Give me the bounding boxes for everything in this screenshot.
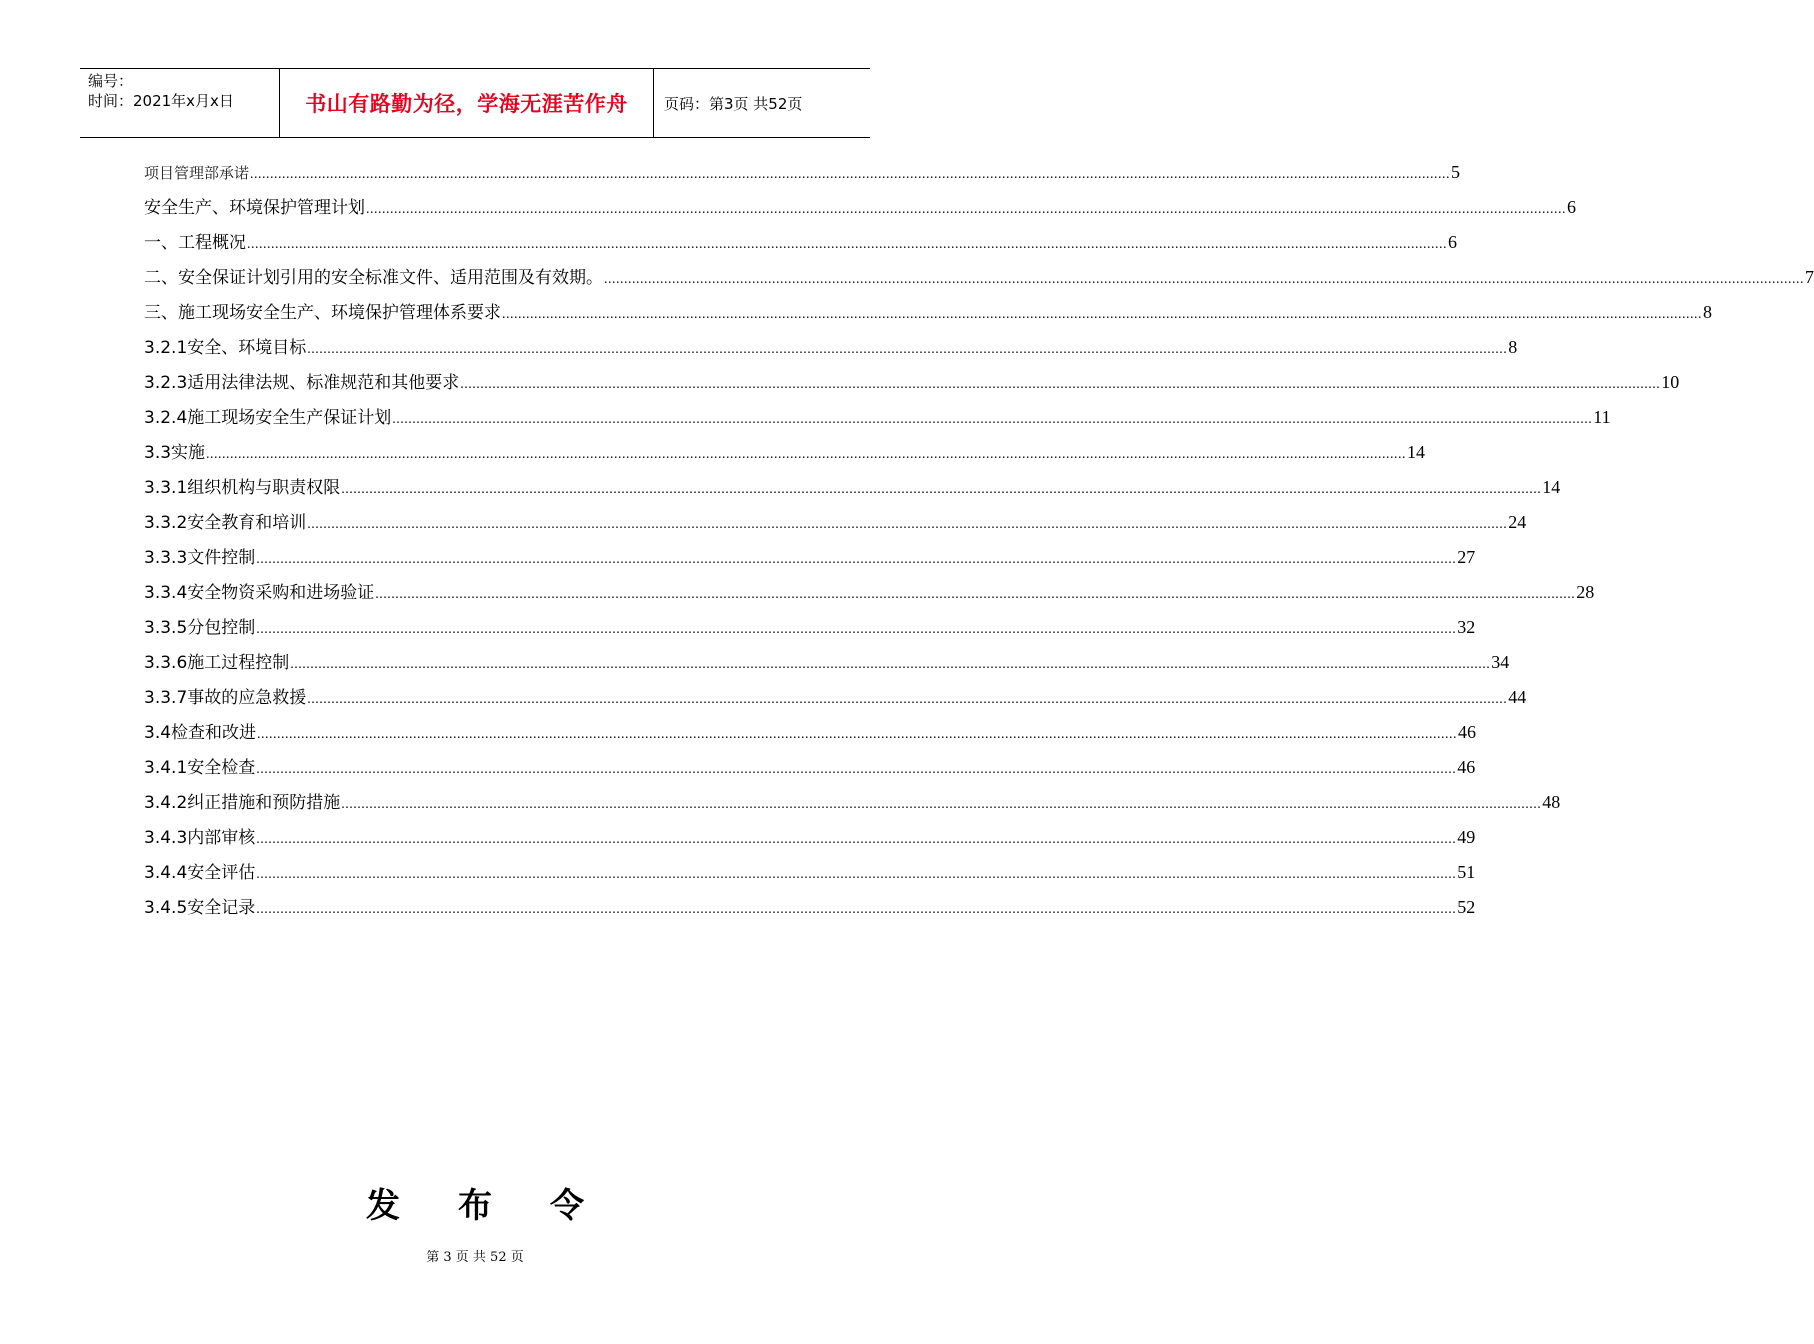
toc-entry-page: 27 [1457,547,1476,567]
toc-entry[interactable] [144,750,1476,785]
toc-entry-label: 3.3.1组织机构与职责权限 [144,478,341,498]
toc-entry-label: 3.2.4施工现场安全生产保证计划 [144,408,392,428]
toc-entry-label: 3.2.1安全、环境目标 [144,338,307,358]
toc-entry-page: 7 [1805,267,1814,287]
toc-entry-label: 一、工程概况 [144,233,246,253]
toc-leader-dots: ............................................................................................................................................................................................................................................................................................................ [366,202,1566,217]
toc-entry-label: 3.3.5分包控制 [144,618,256,638]
toc-entry[interactable] [144,645,1510,680]
toc-entry[interactable] [144,470,1561,505]
toc-entry-label: 3.4.5安全记录 [144,898,256,918]
toc-entry-page: 5 [1451,162,1461,182]
toc-entry-page: 8 [1703,302,1712,322]
toc-entry-page: 49 [1457,827,1476,847]
toc-entry[interactable] [144,575,1595,610]
header-motto: 书山有路勤为径，学海无涯苦作舟 [280,69,654,137]
toc-entry-page: 10 [1661,372,1680,392]
toc-entry[interactable] [144,155,1461,190]
toc-entry[interactable] [144,190,1576,225]
toc-entry-label: 安全生产、环境保护管理计划 [144,198,365,218]
toc-entry-page: 8 [1508,337,1518,357]
toc-entry-label: 3.2.3适用法律法规、标准规范和其他要求 [144,373,460,393]
toc-entry-page: 44 [1508,687,1527,707]
toc-leader-dots: ............................................................................................................................................................................................................................................................................................................ [392,412,1593,427]
table-of-contents [144,155,1814,925]
toc-entry[interactable] [144,400,1611,435]
toc-entry-page: 48 [1542,792,1561,812]
toc-entry-page: 28 [1576,582,1595,602]
page-header [80,68,870,138]
toc-leader-dots: ............................................................................................................................................................................................................................................................................................................ [256,902,1457,917]
toc-entry-label: 3.3.6施工过程控制 [144,653,290,673]
toc-entry-page: 24 [1508,512,1527,532]
toc-entry-page: 51 [1457,862,1476,882]
toc-entry[interactable] [144,715,1477,750]
toc-entry[interactable] [144,540,1476,575]
toc-leader-dots: ............................................................................................................................................................................................................................................................................................................ [604,272,1804,287]
toc-leader-dots: ............................................................................................................................................................................................................................................................................................................ [502,307,1702,322]
toc-leader-dots: ............................................................................................................................................................................................................................................................................................................ [256,552,1457,567]
toc-entry-label: 三、施工现场安全生产、环境保护管理体系要求 [144,303,501,323]
toc-entry-page: 6 [1567,197,1576,217]
toc-entry[interactable] [144,330,1518,365]
page-footer: 第 3 页 共 52 页 [426,1250,524,1265]
toc-entry-label: 3.4.4安全评估 [144,863,256,883]
toc-entry-page: 14 [1407,442,1426,462]
toc-entry[interactable] [144,610,1476,645]
toc-entry-page: 14 [1542,477,1561,497]
toc-entry[interactable] [144,505,1527,540]
toc-leader-dots: ............................................................................................................................................................................................................................................................................................................ [307,692,1508,707]
toc-entry-label: 3.4.3内部审核 [144,828,256,848]
toc-entry-label: 3.4.1安全检查 [144,758,256,778]
toc-entry-page: 52 [1457,897,1476,917]
toc-entry-page: 46 [1457,757,1476,777]
decree-title: 发布令 [366,1186,642,1226]
toc-entry-page: 6 [1448,232,1457,252]
toc-leader-dots: ............................................................................................................................................................................................................................................................................................................ [256,622,1457,637]
toc-entry-label: 3.4.2纠正措施和预防措施 [144,793,341,813]
toc-entry-label: 3.3.2安全教育和培训 [144,513,307,533]
toc-leader-dots: ............................................................................................................................................................................................................................................................................................................ [256,867,1457,882]
toc-entry-label: 3.3.3文件控制 [144,548,256,568]
toc-leader-dots: ............................................................................................................................................................................................................................................................................................................ [375,587,1576,602]
toc-leader-dots: ............................................................................................................................................................................................................................................................................................................ [307,342,1508,357]
toc-entry[interactable] [144,365,1680,400]
toc-leader-dots: ............................................................................................................................................................................................................................................................................................................ [341,482,1542,497]
toc-entry[interactable] [144,260,1814,295]
toc-entry[interactable] [144,680,1527,715]
toc-entry[interactable] [144,225,1457,260]
toc-leader-dots: ............................................................................................................................................................................................................................................................................................................ [250,167,1451,182]
toc-leader-dots: ............................................................................................................................................................................................................................................................................................................ [290,657,1491,672]
header-page-info: 页码：第3页 共52页 [664,94,803,113]
document-number-label: 编号： [88,72,134,90]
document-time-label: 时间：2021年x月x日 [88,92,234,110]
toc-entry[interactable] [144,295,1712,330]
toc-entry[interactable] [144,855,1476,890]
toc-entry[interactable] [144,820,1476,855]
toc-entry-page: 11 [1593,407,1611,427]
toc-entry[interactable] [144,435,1426,470]
header-meta [80,69,280,137]
toc-leader-dots: ............................................................................................................................................................................................................................................................................................................ [257,727,1458,742]
toc-leader-dots: ............................................................................................................................................................................................................................................................................................................ [256,762,1457,777]
toc-entry[interactable] [144,890,1476,925]
toc-entry-label: 二、安全保证计划引用的安全标准文件、适用范围及有效期。 [144,268,603,288]
toc-entry-label: 项目管理部承诺 [144,164,250,182]
toc-entry-label: 3.3实施 [144,443,206,463]
toc-leader-dots: ............................................................................................................................................................................................................................................................................................................ [307,517,1508,532]
toc-leader-dots: ............................................................................................................................................................................................................................................................................................................ [256,832,1457,847]
toc-entry[interactable] [144,785,1561,820]
toc-leader-dots: ............................................................................................................................................................................................................................................................................................................ [247,237,1447,252]
toc-entry-page: 34 [1491,652,1510,672]
toc-entry-label: 3.4检查和改进 [144,723,257,743]
toc-entry-label: 3.3.4安全物资采购和进场验证 [144,583,375,603]
toc-leader-dots: ............................................................................................................................................................................................................................................................................................................ [460,377,1661,392]
toc-leader-dots: ............................................................................................................................................................................................................................................................................................................ [341,797,1542,812]
toc-entry-page: 46 [1458,722,1477,742]
toc-entry-label: 3.3.7事故的应急救援 [144,688,307,708]
toc-entry-page: 32 [1457,617,1476,637]
toc-leader-dots: ............................................................................................................................................................................................................................................................................................................ [206,447,1407,462]
